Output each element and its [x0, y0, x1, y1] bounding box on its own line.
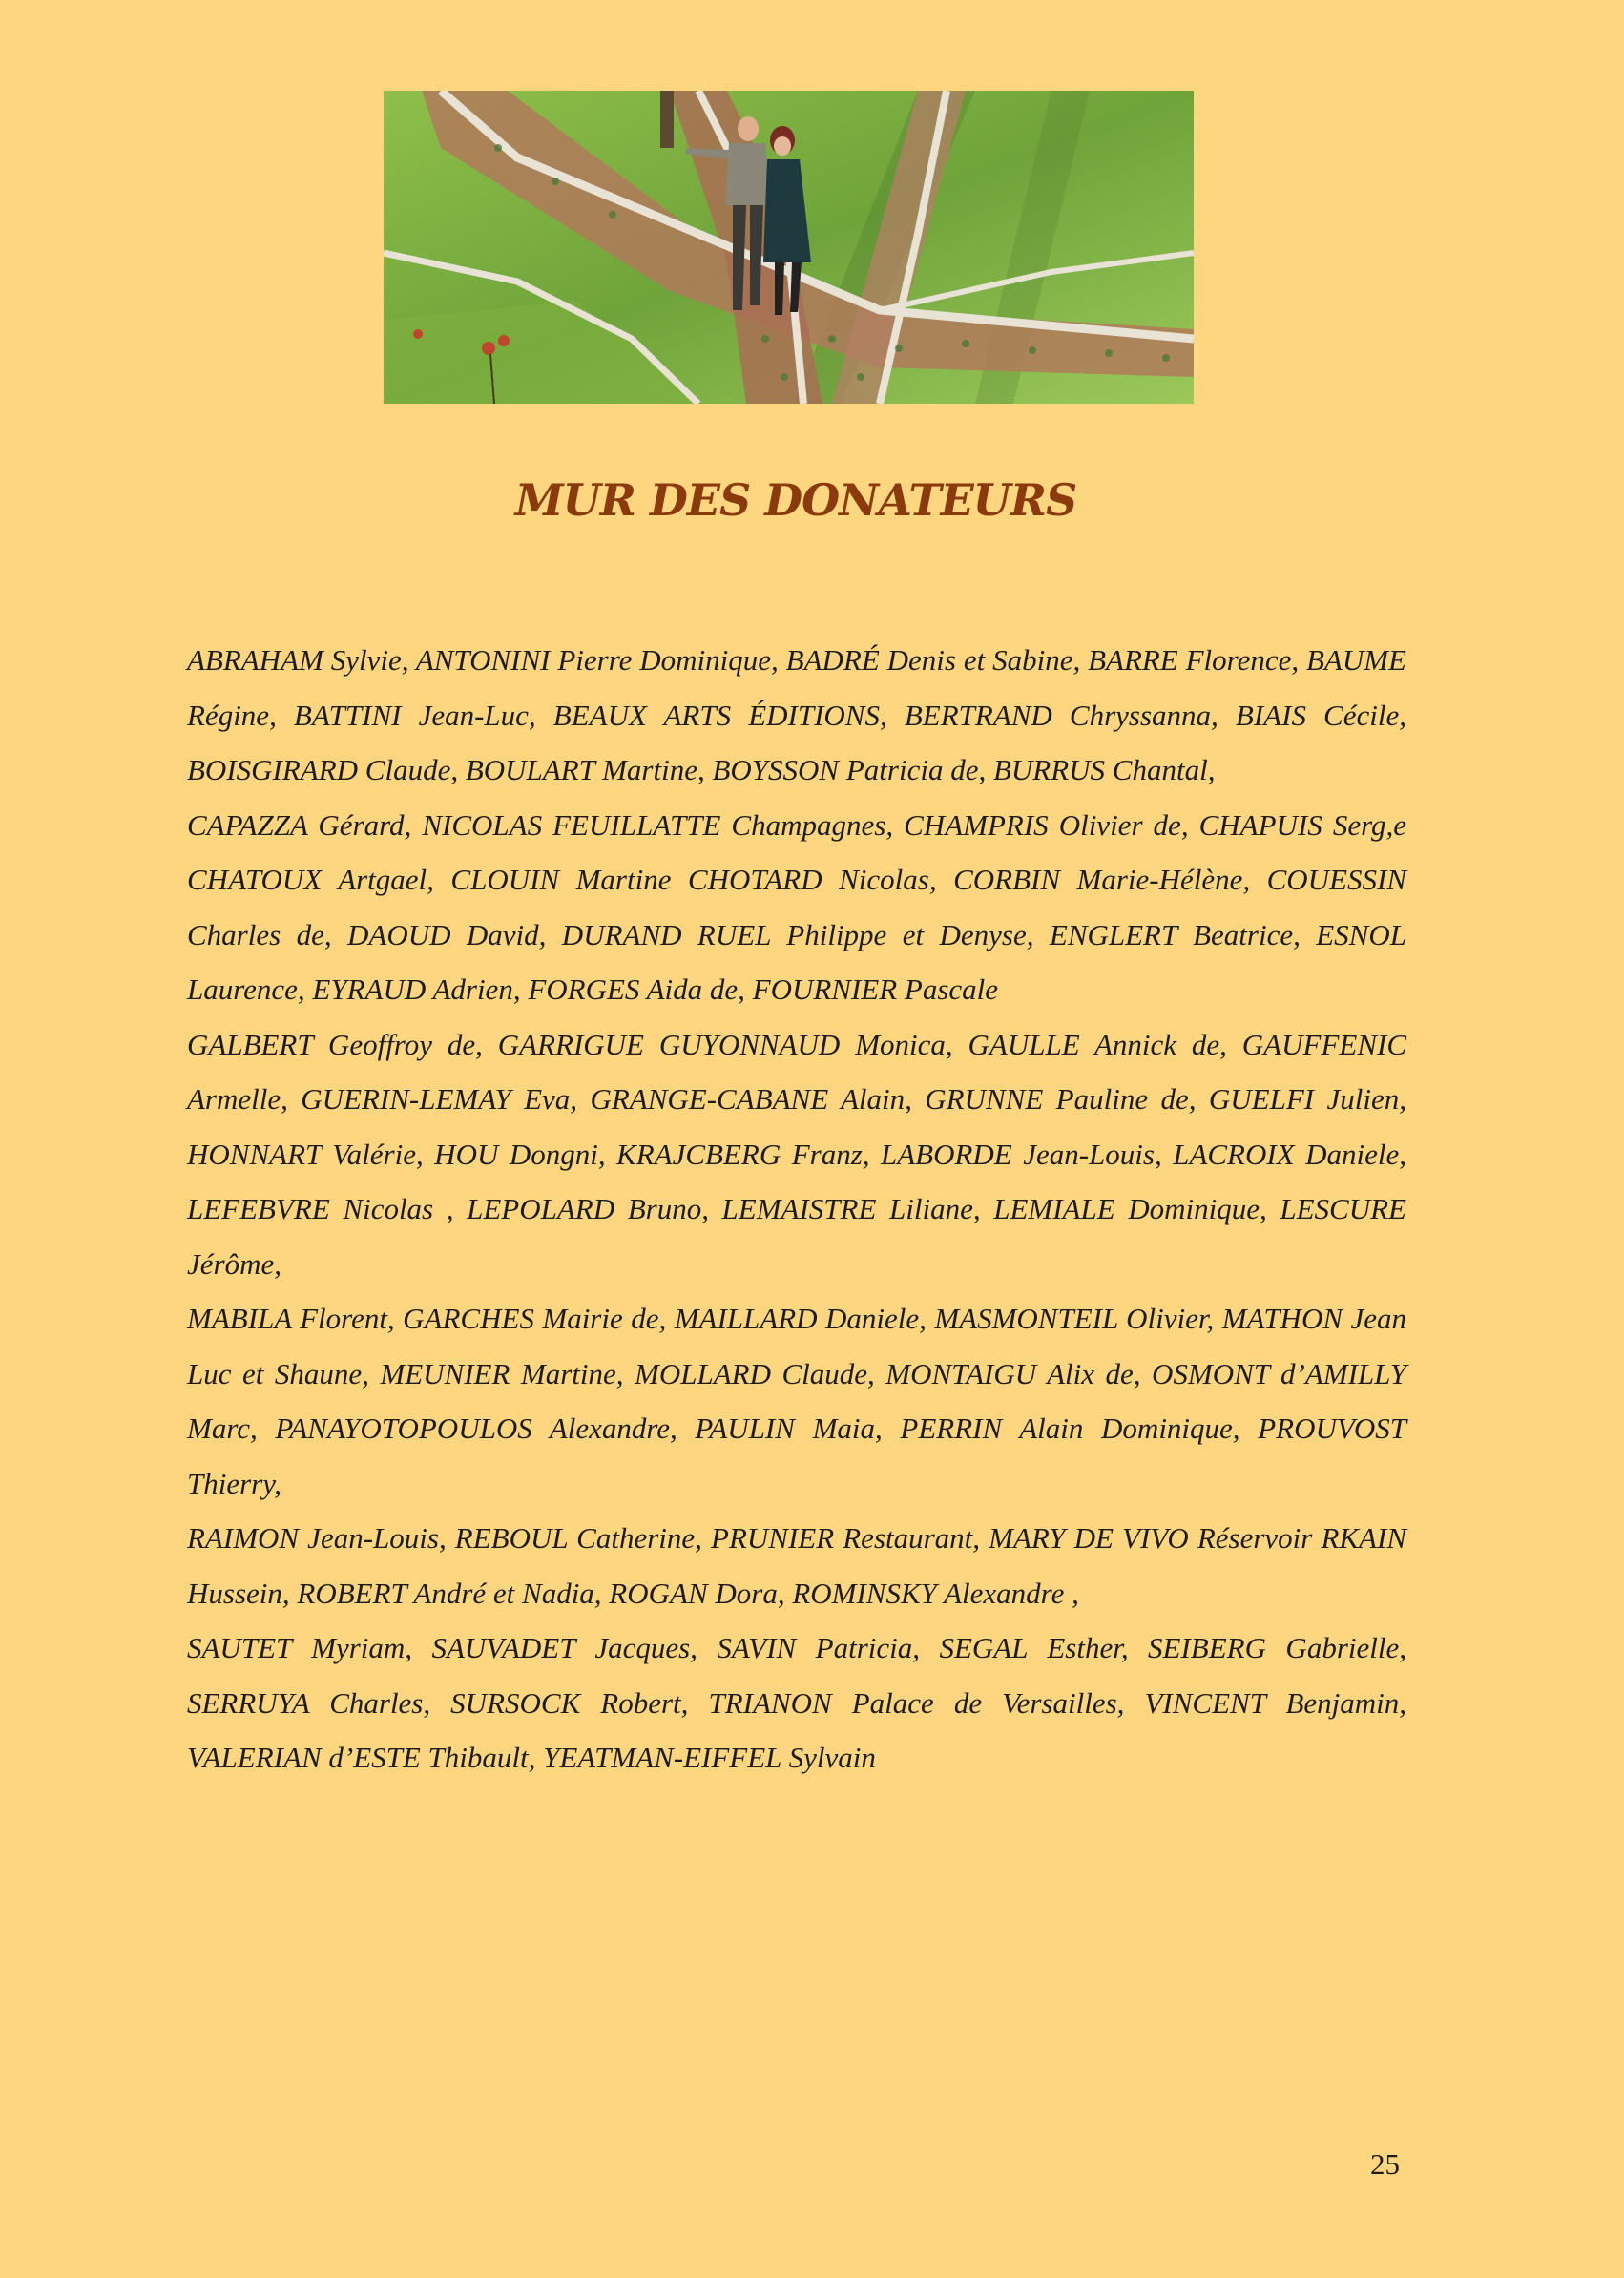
- page-number: 25: [1370, 2147, 1400, 2181]
- donor-paragraph-a-b: ABRAHAM Sylvie, ANTONINI Pierre Dominique, BADRÉ Denis et Sabine, BARRE Florence, BAUME Régine, BATTINI Jean-Luc, BEAUX ARTS ÉDITIONS, BERTRAND Chryssanna, BIAIS Cécile, BOISGIRARD Claude, BOULART Martine, BOYSSON Patricia de, BURRUS Chantal,: [187, 643, 1406, 786]
- donor-list: [187, 633, 1406, 1786]
- donor-paragraph-g-l: GALBERT Geoffroy de, GARRIGUE GUYONNAUD Monica, GAULLE Annick de, GAUFFENIC Armelle, GUERIN-LEMAY Eva, GRANGE-CABANE Alain, GRUNNE Pauline de, GUELFI Julien, HONNART Valérie, HOU Dongni, KRAJCBERG Franz, LABORDE Jean-Louis, LACROIX Daniele, LEFEBVRE Nicolas , LEPOLARD Bruno, LEMAISTRE Liliane, LEMIALE Dominique, LESCURE Jérôme,: [187, 1027, 1406, 1281]
- garden-photo: [384, 91, 1194, 404]
- donor-paragraph-m-p: MABILA Florent, GARCHES Mairie de, MAILLARD Daniele, MASMONTEIL Olivier, MATHON Jean Luc et Shaune, MEUNIER Martine, MOLLARD Claude, MONTAIGU Alix de, OSMONT d’AMILLY Marc, PANAYOTOPOULOS Alexandre, PAULIN Maia, PERRIN Alain Dominique, PROUVOST Thierry,: [187, 1302, 1406, 1500]
- page-title: MUR DES DONATEURS: [514, 474, 1077, 526]
- donor-paragraph-s-y: SAUTET Myriam, SAUVADET Jacques, SAVIN Patricia, SEGAL Esther, SEIBERG Gabrielle, SERRUYA Charles, SURSOCK Robert, TRIANON Palace de Versailles, VINCENT Benjamin, VALERIAN d’ESTE Thibault, YEATMAN-EIFFEL Sylvain: [187, 1631, 1406, 1774]
- donor-paragraph-r: RAIMON Jean-Louis, REBOUL Catherine, PRUNIER Restaurant, MARY DE VIVO Réservoir RKAIN Hussein, ROBERT André et Nadia, ROGAN Dora, ROMINSKY Alexandre ,: [187, 1521, 1406, 1610]
- garden-photo-illustration: [384, 91, 1194, 404]
- donor-paragraph-c-f: CAPAZZA Gérard, NICOLAS FEUILLATTE Champagnes, CHAMPRIS Olivier de, CHAPUIS Serg,e CHATOUX Artgael, CLOUIN Martine CHOTARD Nicolas, CORBIN Marie-Hélène, COUESSIN Charles de, DAOUD David, DURAND RUEL Philippe et Denyse, ENGLERT Beatrice, ESNOL Laurence, EYRAUD Adrien, FORGES Aida de, FOURNIER Pascale: [187, 807, 1406, 1006]
